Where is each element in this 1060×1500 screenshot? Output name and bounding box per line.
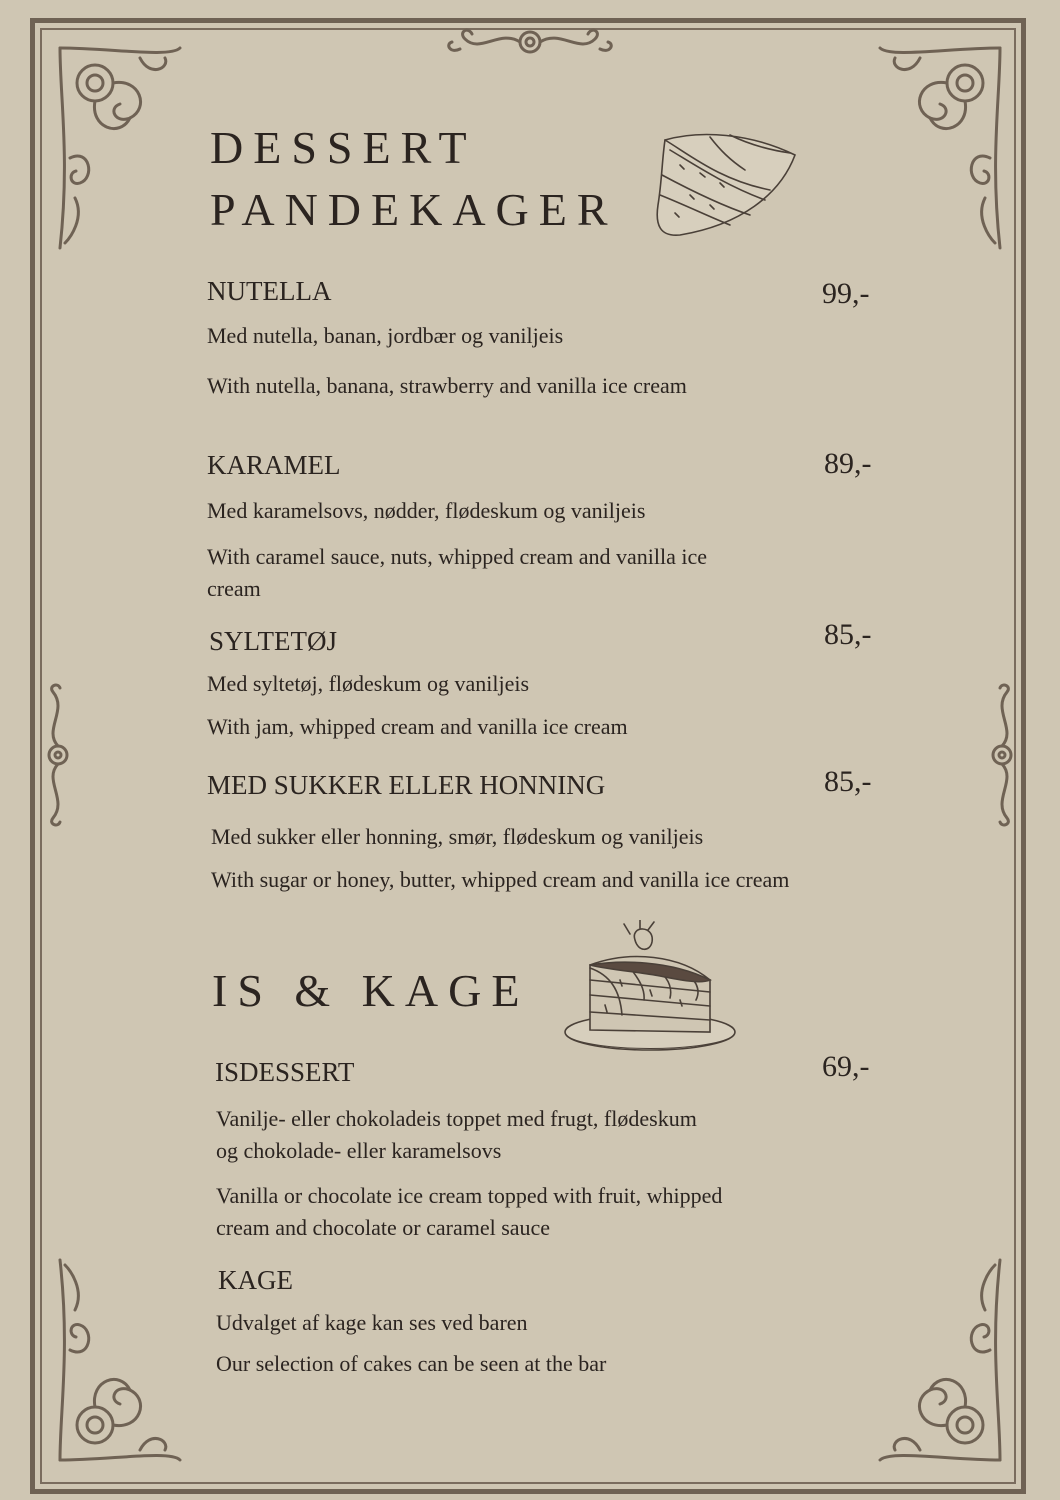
right-side-ornament [982,680,1022,830]
item-desc-en-syltetoj: With jam, whipped cream and vanilla ice cream [207,714,628,739]
item-name-kage: KAGE [218,1265,293,1295]
section-title-line1: DESSERT [210,122,477,173]
corner-ornament-top-right [870,38,1010,258]
corner-ornament-top-left [50,38,190,258]
item-desc-da-karamel: Med karamelsovs, nødder, flødeskum og vaniljeis [207,498,646,523]
item-desc-da-nutella: Med nutella, banan, jordbær og vaniljeis [207,323,564,348]
corner-ornament-bottom-left [50,1250,190,1470]
item-name-nutella: NUTELLA [207,276,332,306]
pancake-illustration [650,125,800,244]
item-desc-da-sukker-honning: Med sukker eller honning, smør, flødeskum og vaniljeis [211,824,704,849]
item-desc-da-syltetoj: Med syltetøj, flødeskum og vaniljeis [207,671,530,696]
item-desc-en-kage: Our selection of cakes can be seen at the bar [216,1351,607,1376]
item-desc-en-karamel: With caramel sauce, nuts, whipped cream and vanilla ice cream [207,544,708,601]
item-name-karamel: KARAMEL [207,450,341,480]
item-desc-en-sukker-honning: With sugar or honey, butter, whipped cream and vanilla ice cream [211,867,790,892]
item-name-syltetoj: SYLTETØJ [209,626,338,656]
item-price-isdessert: 69,- [822,1050,870,1083]
left-side-ornament [38,680,78,830]
cake-slice-illustration [560,920,745,1074]
item-desc-en-nutella: With nutella, banana, strawberry and vanilla ice cream [207,373,687,398]
item-desc-en-isdessert: Vanilla or chocolate ice cream topped with fruit, whipped cream and chocolate or caramel sauce [216,1183,723,1240]
section-title-pancakes [210,117,618,241]
section-title-is-kage [212,960,529,1022]
item-price-syltetoj: 85,- [824,618,872,651]
item-name-isdessert: ISDESSERT [215,1057,355,1087]
item-desc-da-isdessert: Vanilje- eller chokoladeis toppet med frugt, flødeskum og chokolade- eller karamelsovs [216,1106,697,1163]
item-price-nutella: 99,- [822,277,870,310]
item-price-sukker-honning: 85,- [824,765,872,798]
item-name-sukker-honning: MED SUKKER ELLER HONNING [207,770,606,800]
corner-ornament-bottom-right [870,1250,1010,1470]
section-title-line1: IS & KAGE [212,965,530,1016]
item-price-karamel: 89,- [824,447,872,480]
section-title-line2: PANDEKAGER [210,184,618,235]
top-center-ornament [440,24,620,64]
item-desc-da-kage: Udvalget af kage kan ses ved baren [216,1310,528,1335]
